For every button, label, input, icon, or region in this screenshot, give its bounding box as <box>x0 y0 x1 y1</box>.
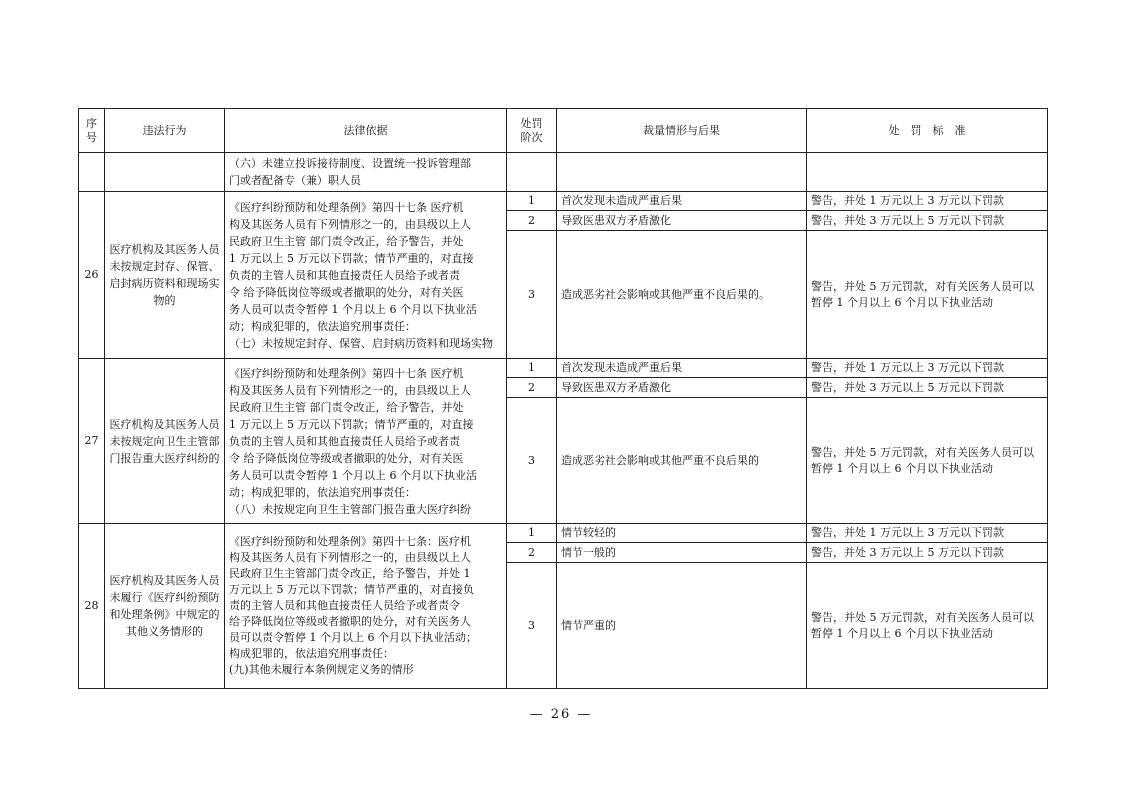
basis-line: 务人员可以责令暂停 1 个月以上 6 个月以下执业活 <box>229 468 477 482</box>
basis-line: 《医疗纠纷预防和处理条例》第四十七条：医疗机 <box>229 535 471 548</box>
stage-cell: 1 <box>507 524 557 543</box>
stage-cell: 3 <box>507 231 557 359</box>
basis-line: 务人员可以责令暂停 1 个月以上 6 个月以下执业活 <box>229 302 477 316</box>
circumstance-cell: 导致医患双方矛盾激化 <box>557 211 807 231</box>
standard-cell: 警告，并处 3 万元以上 5 万元以下罚款 <box>807 211 1048 231</box>
stage-cell: 2 <box>507 378 557 398</box>
circumstance-cell: 造成恶劣社会影响或其他严重不良后果的 <box>557 398 807 524</box>
circumstance-cell: 首次发现未造成严重后果 <box>557 192 807 211</box>
header-seq-line1: 序 <box>86 116 97 130</box>
seq-cell: 26 <box>79 192 105 359</box>
header-seq <box>79 109 105 153</box>
basis-line: 民政府卫生主管 部门责令改正，给予警告，并处 <box>229 400 464 414</box>
stage-cell: 2 <box>507 543 557 563</box>
basis-line: 员可以责令暂停 1 个月以上 6 个月以下执业活动； <box>229 631 477 644</box>
act-cell: 医疗机构及其医务人员未履行《医疗纠纷预防和处理条例》中规定的其他义务情形的 <box>105 524 225 689</box>
header-stage-line2: 阶次 <box>520 130 543 144</box>
basis-line: 万元以上 5 万元以下罚款；情节严重的，对直接负 <box>229 583 474 596</box>
basis-line: 动；构成犯罪的，依法追究刑事责任： <box>229 319 416 333</box>
standard-cell: 警告，并处 5 万元罚款，对有关医务人员可以暂停 1 个月以上 6 个月以下执业活动 <box>807 398 1048 524</box>
table-header-row <box>79 109 1048 153</box>
basis-line: 民政府卫生主管 部门责令改正，给予警告，并处 <box>229 234 464 248</box>
standard-cell: 警告，并处 3 万元以上 5 万元以下罚款 <box>807 378 1048 398</box>
cont-seq-cell <box>79 153 105 192</box>
circumstance-cell: 导致医患双方矛盾激化 <box>557 378 807 398</box>
cont-stage-cell <box>507 153 557 192</box>
basis-line: (九)其他未履行本条例规定义务的情形 <box>229 663 414 676</box>
basis-line: 构及其医务人员有下列情形之一的，由县级以上人 <box>229 551 471 564</box>
header-circumstance: 裁量情形与后果 <box>557 109 807 153</box>
cont-basis-cell <box>225 153 507 192</box>
basis-line: 构及其医务人员有下列情形之一的，由县级以上人 <box>229 383 471 397</box>
basis-line: （八）未按规定向卫生主管部门报告重大医疗纠纷 <box>229 502 471 516</box>
basis-line: 1 万元以上 5 万元以下罚款；情节严重的，对直接 <box>229 417 474 431</box>
table-row-27-level-1 <box>79 359 1048 378</box>
penalty-standards-table <box>78 108 1048 689</box>
basis-line: 构成犯罪的，依法追究刑事责任： <box>229 647 394 660</box>
circumstance-cell: 情节严重的 <box>557 563 807 689</box>
standard-cell: 警告，并处 5 万元罚款，对有关医务人员可以暂停 1 个月以上 6 个月以下执业活动 <box>807 563 1048 689</box>
table-row-26-level-1 <box>79 192 1048 211</box>
basis-line: 负责的主管人员和其他直接责任人员给予或者责 <box>229 268 460 282</box>
cont-basis-line: 门或者配备专（兼）职人员 <box>229 174 361 187</box>
cont-circumstance-cell <box>557 153 807 192</box>
seq-cell: 28 <box>79 524 105 689</box>
stage-cell: 2 <box>507 211 557 231</box>
header-act: 违法行为 <box>105 109 225 153</box>
basis-line: 动；构成犯罪的，依法追究刑事责任： <box>229 485 416 499</box>
basis-cell <box>225 524 507 689</box>
basis-line: 构及其医务人员有下列情形之一的，由县级以上人 <box>229 217 471 231</box>
continuation-row <box>79 153 1048 192</box>
standard-cell: 警告，并处 1 万元以上 3 万元以下罚款 <box>807 524 1048 543</box>
header-seq-line2: 号 <box>86 130 97 144</box>
cont-act-cell <box>105 153 225 192</box>
circumstance-cell: 情节较轻的 <box>557 524 807 543</box>
stage-cell: 1 <box>507 359 557 378</box>
basis-line: （七）未按规定封存、保管、启封病历资料和现场实物 <box>229 336 493 350</box>
stage-cell: 3 <box>507 563 557 689</box>
stage-cell: 1 <box>507 192 557 211</box>
header-basis: 法律依据 <box>225 109 507 153</box>
act-cell: 医疗机构及其医务人员未按规定封存、保管、启封病历资料和现场实物的 <box>105 192 225 359</box>
basis-line: 《医疗纠纷预防和处理条例》第四十七条 医疗机 <box>229 200 464 214</box>
circumstance-cell: 造成恶劣社会影响或其他严重不良后果的。 <box>557 231 807 359</box>
basis-line: 1 万元以上 5 万元以下罚款；情节严重的，对直接 <box>229 251 474 265</box>
standard-cell: 警告，并处 1 万元以上 3 万元以下罚款 <box>807 192 1048 211</box>
basis-line: 令 给予降低岗位等级或者撤职的处分，对有关医 <box>229 285 464 299</box>
circumstance-cell: 情节一般的 <box>557 543 807 563</box>
header-stage-line1: 处罚 <box>520 116 543 130</box>
cont-standard-cell <box>807 153 1048 192</box>
stage-cell: 3 <box>507 398 557 524</box>
basis-line: 民政府卫生主管部门责令改正，给予警告，并处 1 <box>229 567 471 580</box>
act-cell: 医疗机构及其医务人员未按规定向卫生主管部门报告重大医疗纠纷的 <box>105 359 225 524</box>
cont-basis-line: （六）未建立投诉接待制度、设置统一投诉管理部 <box>229 157 471 170</box>
standard-cell: 警告，并处 5 万元罚款，对有关医务人员可以暂停 1 个月以上 6 个月以下执业活动 <box>807 231 1048 359</box>
table-row-28-level-1 <box>79 524 1048 543</box>
basis-line: 令 给予降低岗位等级或者撤职的处分，对有关医 <box>229 451 464 465</box>
basis-line: 负责的主管人员和其他直接责任人员给予或者责 <box>229 434 460 448</box>
basis-line: 给予降低岗位等级或者撤职的处分，对有关医务人 <box>229 615 471 628</box>
page-number: — 26 — <box>529 707 593 722</box>
basis-line: 责的主管人员和其他直接责任人员给予或者责令 <box>229 599 460 612</box>
circumstance-cell: 首次发现未造成严重后果 <box>557 359 807 378</box>
standard-cell: 警告，并处 3 万元以上 5 万元以下罚款 <box>807 543 1048 563</box>
basis-cell <box>225 359 507 524</box>
header-stage <box>507 109 557 153</box>
standard-cell: 警告，并处 1 万元以上 3 万元以下罚款 <box>807 359 1048 378</box>
header-standard: 处 罚 标 准 <box>807 109 1048 153</box>
basis-line: 《医疗纠纷预防和处理条例》第四十七条 医疗机 <box>229 366 464 380</box>
basis-cell <box>225 192 507 359</box>
seq-cell: 27 <box>79 359 105 524</box>
